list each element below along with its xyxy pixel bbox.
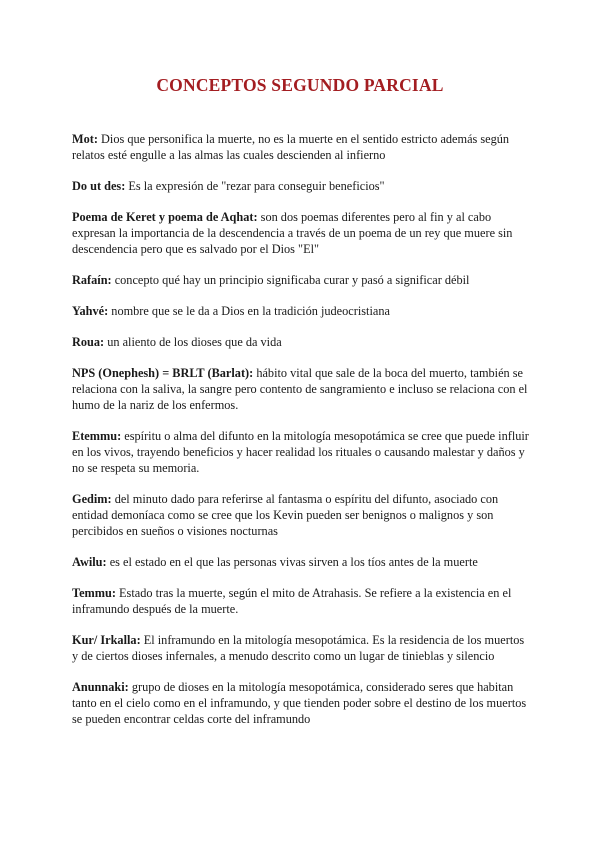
glossary-entry-yahve <box>72 303 530 319</box>
entry-definition: concepto qué hay un principio significaba curar y pasó a significar débil <box>111 273 470 287</box>
entry-definition: espíritu o alma del difunto en la mitología mesopotámica se cree que puede influir en los vivos, trayendo beneficios y hacer realidad los rituales o causando malestar y daños y no se respeta su memoria. <box>72 429 529 475</box>
entry-term: Awilu: <box>72 555 107 569</box>
entry-definition: nombre que se le da a Dios en la tradición judeocristiana <box>108 304 390 318</box>
glossary-entry-rafain <box>72 272 530 288</box>
entry-definition: un aliento de los dioses que da vida <box>104 335 282 349</box>
glossary-entry-keret-aqhat <box>72 209 530 257</box>
entry-definition: es el estado en el que las personas vivas sirven a los tíos antes de la muerte <box>106 555 478 569</box>
entry-definition: Es la expresión de "rezar para conseguir beneficios" <box>125 179 385 193</box>
glossary-entry-awilu <box>72 554 530 570</box>
entry-definition: hábito vital que sale de la boca del muerto, también se relaciona con la saliva, la sangre pero contento de sangramiento e incluso se relaciona con el humo de la nariz de los enfermos. <box>72 366 528 412</box>
glossary-entry-nps-brlt <box>72 365 530 413</box>
glossary-entry-gedim <box>72 491 530 539</box>
page-title: CONCEPTOS SEGUNDO PARCIAL <box>156 75 444 95</box>
entry-term: Yahvé: <box>72 304 109 318</box>
entry-term: Poema de Keret y poema de Aqhat: <box>72 210 258 224</box>
glossary-entry-do-ut-des <box>72 178 530 194</box>
entry-term: Kur/ Irkalla: <box>72 633 141 647</box>
entry-definition: Dios que personifica la muerte, no es la muerte en el sentido estricto además según relatos esté engulle a las almas las cuales descienden al infierno <box>72 132 510 162</box>
entry-term: Rafaín: <box>72 273 112 287</box>
glossary-entry-temmu <box>72 585 530 617</box>
glossary-entry-mot <box>72 131 530 163</box>
entry-definition: son dos poemas diferentes pero al fin y al cabo expresan la importancia de la descendencia a través de un poema de un rey que muere sin descendencia pero que es salvado por el Dios "El" <box>72 210 513 256</box>
entry-term: NPS (Onephesh) = BRLT (Barlat): <box>72 366 254 380</box>
glossary-entry-kur-irkalla <box>72 632 530 664</box>
entry-definition: Estado tras la muerte, según el mito de Atrahasis. Se refiere a la existencia en el inframundo después de la muerte. <box>72 586 512 616</box>
entry-definition: El inframundo en la mitología mesopotámica. Es la residencia de los muertos y de ciertos dioses infernales, a menudo descrito como un lugar de tinieblas y silencio <box>72 633 525 663</box>
entry-term: Do ut des: <box>72 179 126 193</box>
glossary-entry-anunnaki <box>72 679 530 727</box>
entry-definition: del minuto dado para referirse al fantasma o espíritu del difunto, asociado con entidad demoníaca como se cree que los Kevin pueden ser benignos o malignos y son percibidos en sueños o visiones nocturnas <box>72 492 499 538</box>
glossary-list <box>72 131 530 742</box>
entry-term: Etemmu: <box>72 429 122 443</box>
entry-term: Mot: <box>72 132 98 146</box>
entry-term: Temmu: <box>72 586 116 600</box>
entry-term: Anunnaki: <box>72 680 129 694</box>
entry-term: Roua: <box>72 335 105 349</box>
glossary-entry-etemmu <box>72 428 530 476</box>
entry-term: Gedim: <box>72 492 112 506</box>
entry-definition: grupo de dioses en la mitología mesopotámica, considerado seres que habitan tanto en el cielo como en el inframundo, y que tienden poder sobre el destino de los muertos se pueden encontrar celdas corte del inframundo <box>72 680 527 726</box>
glossary-entry-roua <box>72 334 530 350</box>
